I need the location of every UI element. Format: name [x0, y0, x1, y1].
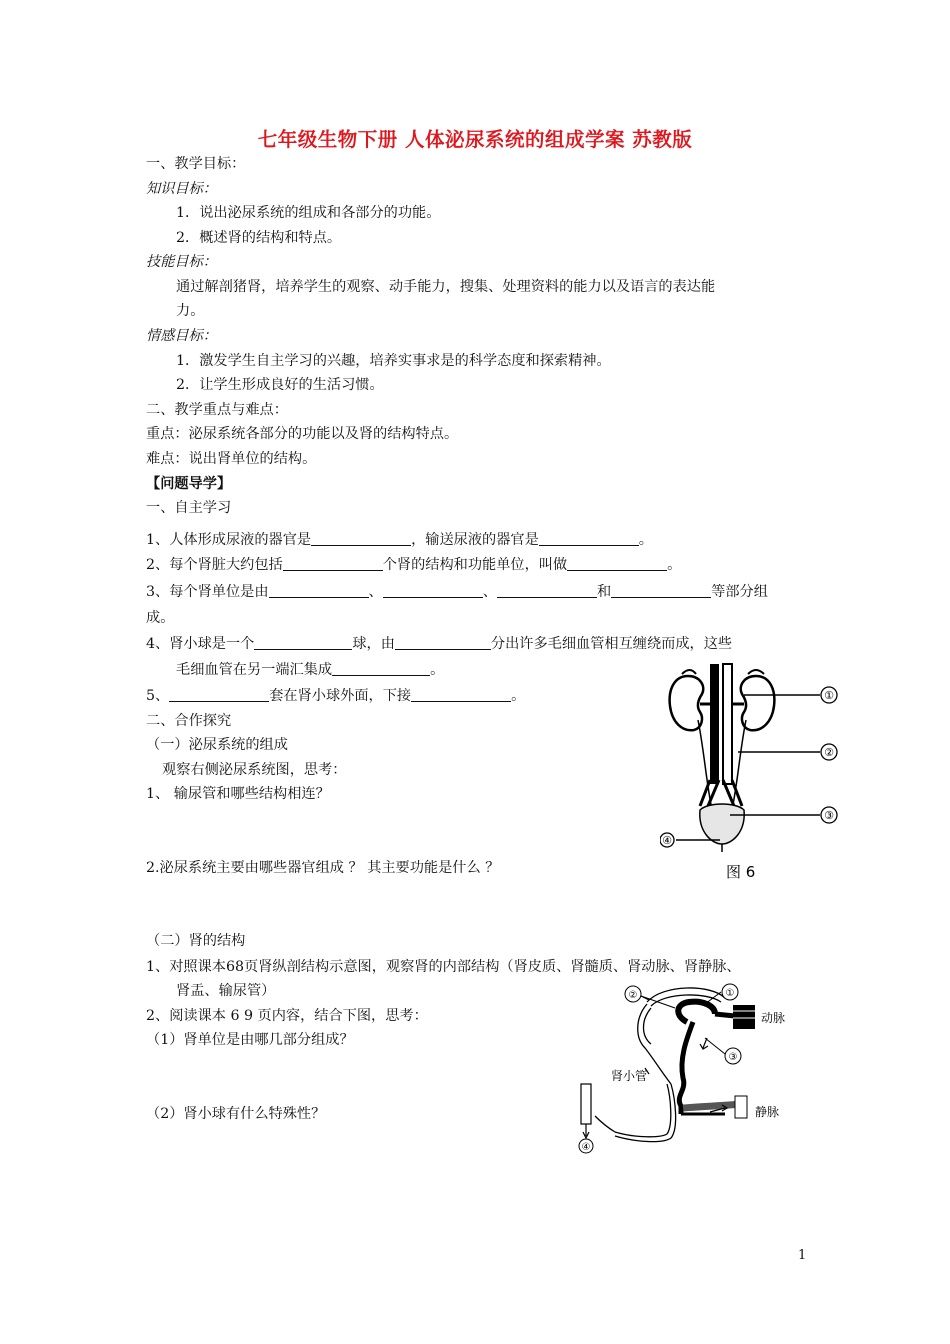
label-3: ③ — [728, 1052, 738, 1063]
question-text: 。 — [638, 532, 653, 548]
skill-objective-label: 技能目标： — [146, 254, 217, 270]
question-3 — [146, 582, 768, 602]
question-text: 球，由 — [352, 636, 395, 652]
cooperation-heading: 二、合作探究 — [146, 713, 232, 729]
question-4 — [146, 634, 732, 654]
key-point-text: 重点：泌尿系统各部分的功能以及肾的结构特点。 — [146, 426, 459, 442]
answer-blank[interactable] — [283, 556, 383, 571]
answer-blank[interactable] — [254, 635, 352, 650]
part2-heading: （二）肾的结构 — [146, 933, 246, 949]
nephron-figure — [575, 978, 810, 1158]
part2-sub-question-1: （1）肾单位是由哪几部分组成？ — [146, 1032, 354, 1048]
label-1: ① — [824, 689, 834, 702]
skill-text: 通过解剖猪肾，培养学生的观察、动手能力，搜集、处理资料的能力以及语言的表达能 — [176, 279, 716, 295]
tubule-label: 肾小管 — [611, 1069, 648, 1083]
question-text: 4、肾小球是一个 — [146, 636, 255, 652]
part1-question-1: 1、 输尿管和哪些结构相连？ — [146, 786, 330, 802]
question-text: 3、每个肾单位是由 — [146, 584, 269, 600]
label-2: ② — [824, 746, 834, 759]
answer-blank[interactable] — [269, 583, 369, 598]
answer-blank[interactable] — [383, 583, 483, 598]
question-text: 。 — [511, 688, 526, 704]
question-2 — [146, 555, 681, 575]
artery-label: 动脉 — [761, 1011, 786, 1025]
vein-label: 静脉 — [755, 1105, 780, 1119]
question-text: 毛细血管在另一端汇集成 — [176, 662, 333, 678]
question-text: 、 — [368, 584, 383, 600]
urinary-system-figure — [660, 660, 850, 885]
answer-blank[interactable] — [311, 531, 411, 546]
question-text: 。 — [430, 662, 445, 678]
answer-blank[interactable] — [539, 531, 639, 546]
question-text: 和 — [596, 584, 612, 600]
self-study-heading: 一、自主学习 — [146, 500, 232, 516]
part2-sub-question-2: （2）肾小球有什么特殊性？ — [146, 1106, 326, 1122]
knowledge-item: 2．概述肾的结构和特点。 — [176, 230, 342, 246]
part2-question-1-cont: 肾盂、输尿管） — [176, 983, 276, 999]
emotion-objective-label: 情感目标： — [146, 328, 217, 344]
part2-question-2: 2、阅读课本 6 9 页内容，结合下图，思考： — [146, 1008, 428, 1024]
part1-question-2: 2.泌尿系统主要由哪些器官组成 ？ 其主要功能是什么 ？ — [146, 860, 500, 876]
section-heading-key-points: 二、教学重点与难点： — [146, 402, 288, 418]
label-4: ④ — [662, 834, 672, 847]
part2-question-1: 1、对照课本68页肾纵剖结构示意图，观察肾的内部结构（肾皮质、肾髓质、肾动脉、肾静脉、 — [146, 959, 741, 975]
question-4-cont — [176, 660, 444, 680]
question-5 — [146, 686, 525, 706]
figure-caption: 图 6 — [726, 863, 756, 881]
emotion-item: 1．激发学生自主学习的兴趣，培养实事求是的科学态度和探索精神。 — [176, 353, 611, 369]
label-2: ② — [628, 990, 638, 1001]
question-text: 。 — [667, 557, 682, 573]
section-heading-objectives: 一、教学目标： — [146, 156, 246, 172]
document-title: 七年级生物下册 人体泌尿系统的组成学案 苏教版 — [257, 128, 693, 151]
answer-blank[interactable] — [497, 583, 597, 598]
answer-blank[interactable] — [567, 556, 667, 571]
question-text: 2、每个肾脏大约包括 — [146, 557, 283, 573]
answer-blank[interactable] — [332, 661, 430, 676]
question-text: 5、 — [146, 688, 170, 704]
answer-blank[interactable] — [611, 583, 711, 598]
part1-heading: （一）泌尿系统的组成 — [146, 737, 288, 753]
question-1 — [146, 530, 653, 550]
knowledge-objective-label: 知识目标： — [146, 181, 217, 197]
label-3: ③ — [824, 809, 834, 822]
answer-blank[interactable] — [169, 687, 269, 702]
label-4: ④ — [581, 1142, 591, 1153]
question-text: ，输送尿液的器官是 — [411, 532, 539, 548]
label-1: ① — [725, 988, 735, 999]
question-text: 1、人体形成尿液的器官是 — [146, 532, 312, 548]
knowledge-item: 1．说出泌尿系统的组成和各部分的功能。 — [176, 205, 441, 221]
observe-instruction: 观察右侧泌尿系统图，思考： — [162, 762, 347, 778]
difficulty-text: 难点：说出肾单位的结构。 — [146, 451, 317, 467]
skill-text-cont: 力。 — [176, 303, 205, 319]
question-text: 个肾的结构和功能单位，叫做 — [382, 557, 568, 573]
question-3-cont: 成。 — [146, 610, 175, 626]
page-number: 1 — [798, 1248, 807, 1263]
guide-heading: 【问题导学】 — [146, 476, 232, 492]
question-text: 等部分组 — [711, 584, 768, 600]
answer-blank[interactable] — [411, 687, 511, 702]
question-text: 分出许多毛细血管相互缠绕而成，这些 — [490, 636, 733, 652]
question-text: 、 — [482, 584, 497, 600]
question-text: 套在肾小球外面，下接 — [269, 688, 412, 704]
answer-blank[interactable] — [395, 635, 491, 650]
emotion-item: 2．让学生形成良好的生活习惯。 — [176, 377, 384, 393]
